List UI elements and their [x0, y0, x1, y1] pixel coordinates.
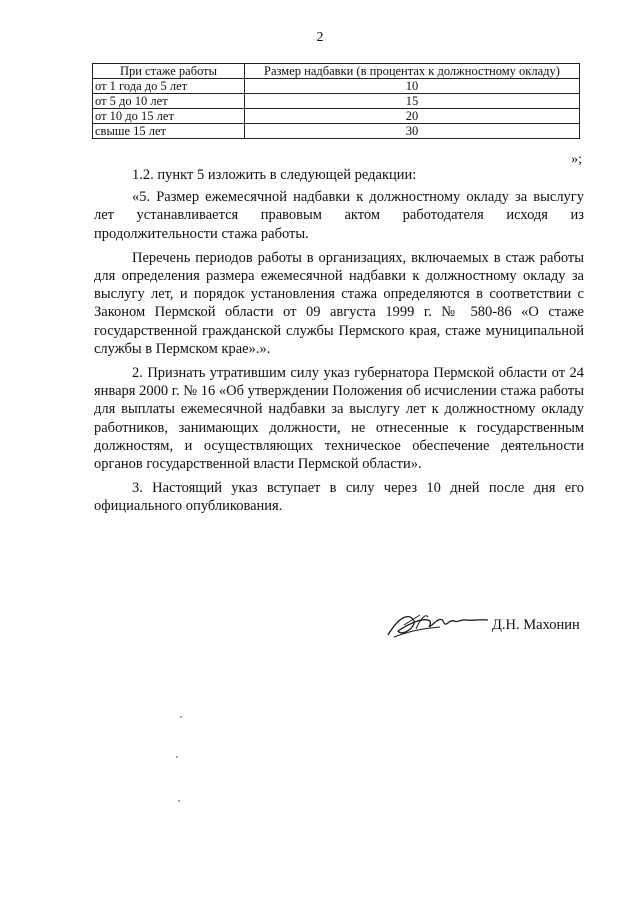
paragraph-3-effective: 3. Настоящий указ вступает в силу через 10 дней после дня его официального опубликования.: [94, 480, 584, 515]
scan-speck: [180, 716, 182, 718]
table-cell-percent: 15: [245, 94, 580, 109]
table-cell-period: от 1 года до 5 лет: [93, 79, 245, 94]
table-cell-period: от 10 до 15 лет: [93, 109, 245, 124]
paragraph-2-repeal: 2. Признать утратившим силу указ губернатора Пермской области от 24 января 2000 г. № 16 «Об утверждении Положения об исчислении стажа работы для выплаты ежемесячной надбавки за выслугу лет к должностному окладу работников, занимающих должности, не отнесенные к государственным должностям, и осуществляющих техническое обеспечение деятельности органов государственной власти Пермской области».: [94, 365, 584, 473]
closing-quote: »;: [571, 152, 582, 167]
table-header-row: [93, 64, 580, 79]
handwritten-signature: [380, 605, 490, 645]
scan-speck: [178, 800, 180, 802]
scan-speck: [176, 756, 178, 758]
table-row: [93, 124, 580, 139]
table-header-cell: Размер надбавки (в процентах к должностному окладу): [245, 64, 580, 79]
table-row: [93, 79, 580, 94]
seniority-allowance-table: [92, 63, 580, 139]
page-number: 2: [316, 30, 324, 45]
paragraph-1-2: 1.2. пункт 5 изложить в следующей редакции:: [132, 167, 417, 183]
table-header-cell: При стаже работы: [93, 64, 245, 79]
signer-name: Д.Н. Махонин: [492, 617, 580, 633]
table-cell-percent: 20: [245, 109, 580, 124]
table-row: [93, 109, 580, 124]
table-cell-percent: 10: [245, 79, 580, 94]
table-cell-percent: 30: [245, 124, 580, 139]
table-cell-period: свыше 15 лет: [93, 124, 245, 139]
table-cell-period: от 5 до 10 лет: [93, 94, 245, 109]
paragraph-item-5: «5. Размер ежемесячной надбавки к должностному окладу за выслугу лет устанавливается правовым актом работодателя исходя из продолжительности стажа работы.: [94, 189, 584, 242]
table-row: [93, 94, 580, 109]
paragraph-periods-list: Перечень периодов работы в организациях, включаемых в стаж работы для определения размера ежемесячной надбавки к должностному окладу за выслугу лет, и порядок установления стажа определяются в соответствии с Законом Пермской области от 09 августа 1999 г. № 580-86 «О стаже государственной гражданской службы Пермского края, стаже муниципальной службы в Пермском крае».».: [94, 249, 584, 357]
document-body: [94, 166, 584, 522]
